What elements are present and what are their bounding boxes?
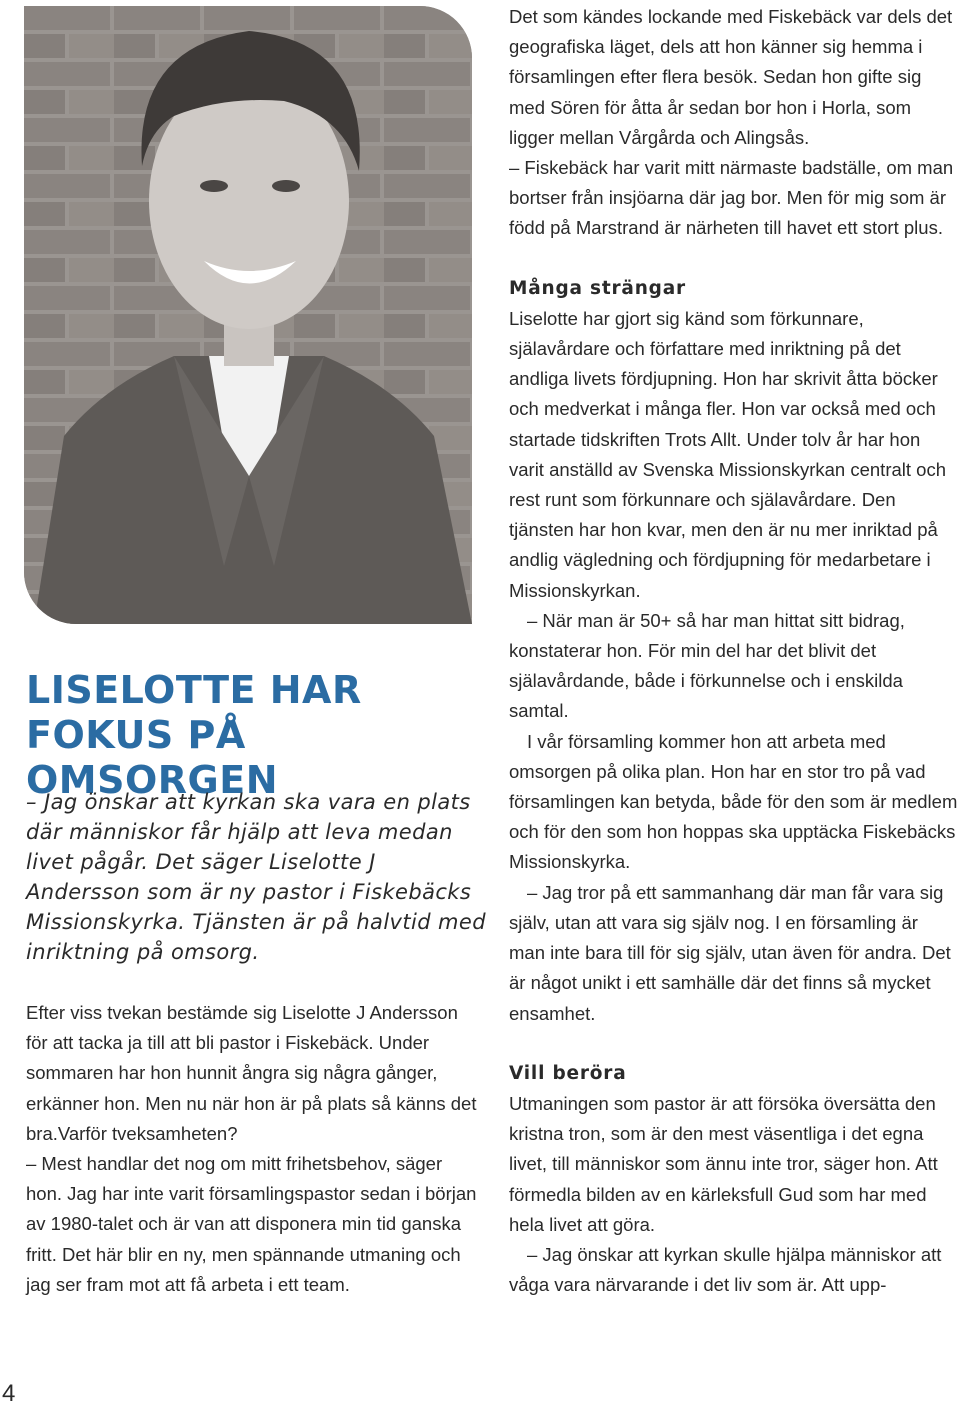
left-paragraph-1: Efter viss tvekan bestämde sig Liselotte J Andersson för att tacka ja till att bli pastor i Fiskebäck. Under sommaren har hon hunnit ångra sig några gånger, erkänner hon. Men nu när hon är på plats så känns det bra.Varför tveksamheten? <box>26 1002 477 1144</box>
spacer <box>509 1029 959 1059</box>
subheading-vill-berora: Vill beröra <box>509 1062 627 1084</box>
right-column-body <box>509 2 959 1300</box>
right-paragraph-2: – Fiskebäck har varit mitt närmaste badställe, om man bortser från insjöarna där jag bor. Men för mig som är född på Marstrand är närheten till havet ett stort plus. <box>509 157 954 239</box>
left-column-body <box>26 998 478 1300</box>
page-number: 4 <box>2 1380 16 1407</box>
headline-line-1: LISELOTTE HAR <box>26 668 362 712</box>
right-paragraph-4: – När man är 50+ så har man hittat sitt bidrag, konstaterar hon. För min del har det blivit det själavårdande, både i förkunnelse och i enskilda samtal. <box>509 609 905 722</box>
headline-line-2: FOKUS PÅ OMSORGEN <box>26 713 279 802</box>
subheading-manga-strangar: Många strängar <box>509 277 686 299</box>
right-paragraph-1: Det som kändes lockande med Fiskebäck var dels det geografiska läget, dels att hon känner sig hemma i församlingen efter flera besök. Sedan hon gifte sig med Sören för åtta år sedan bor hon i Horla, som ligger mellan Vårgårda och Alingsås. <box>509 6 953 148</box>
right-paragraph-7: Utmaningen som pastor är att försöka översätta den kristna tron, som är den mest väsentliga i det egna livet, till människor som ännu inte tror, säger hon. Att förmedla bilden av en kärleksfull Gud som har med hela livet att göra. <box>509 1092 938 1235</box>
right-paragraph-5: I vår församling kommer hon att arbeta med omsorgen på olika plan. Hon har en stor tro på vad församlingen kan betyda, både för den som är medlem och för den som hon hoppas ska upptäcka Fiskebäcks Missionskyrka. <box>509 730 958 873</box>
article-ingress: – Jag önskar att kyrkan ska vara en plats där människor får hjälp att leva medan livet pågår. Det säger Liselotte J Andersson som är ny pastor i Fiskebäcks Missionskyrka. Tjänsten är på halvtid med inriktning på omsorg. <box>26 790 486 964</box>
right-paragraph-3: Liselotte har gjort sig känd som förkunnare, själavårdare och författare med inriktning på det andliga livets fördjupning. Hon har skrivit åtta böcker och medverkat i många fler. Hon var också med och startade tidskriften Trots Allt. Under tolv år har hon varit anställd av Svenska Missionskyrkan centralt och rest runt som förkunnare och själavårdare. Den tjänsten har hon kvar, men den är nu mer inriktad på andlig vägledning och fördjupning för medarbetare i Missionskyrkan. <box>509 307 946 601</box>
spacer <box>509 244 959 274</box>
right-paragraph-6: – Jag tror på ett sammanhang där man får vara sig själv, utan att vara sig själv nog. I en församling är man inte bara till för sig själv, utan även för andra. Det är något unikt i ett samhälle där det finns så mycket ensamhet. <box>509 881 951 1024</box>
article-headline <box>26 668 496 803</box>
left-paragraph-2: – Mest handlar det nog om mitt frihetsbehov, säger hon. Jag har inte varit församlingspastor sedan i början av 1980-talet och är van att disponera min tid ganska fritt. Det här blir en ny, men spännande utmaning och jag ser fram mot att få arbeta i ett team. <box>26 1153 477 1295</box>
portrait-photo <box>24 6 472 624</box>
right-paragraph-8: – Jag önskar att kyrkan skulle hjälpa människor att våga vara närvarande i det liv som är. Att upp- <box>509 1243 942 1296</box>
